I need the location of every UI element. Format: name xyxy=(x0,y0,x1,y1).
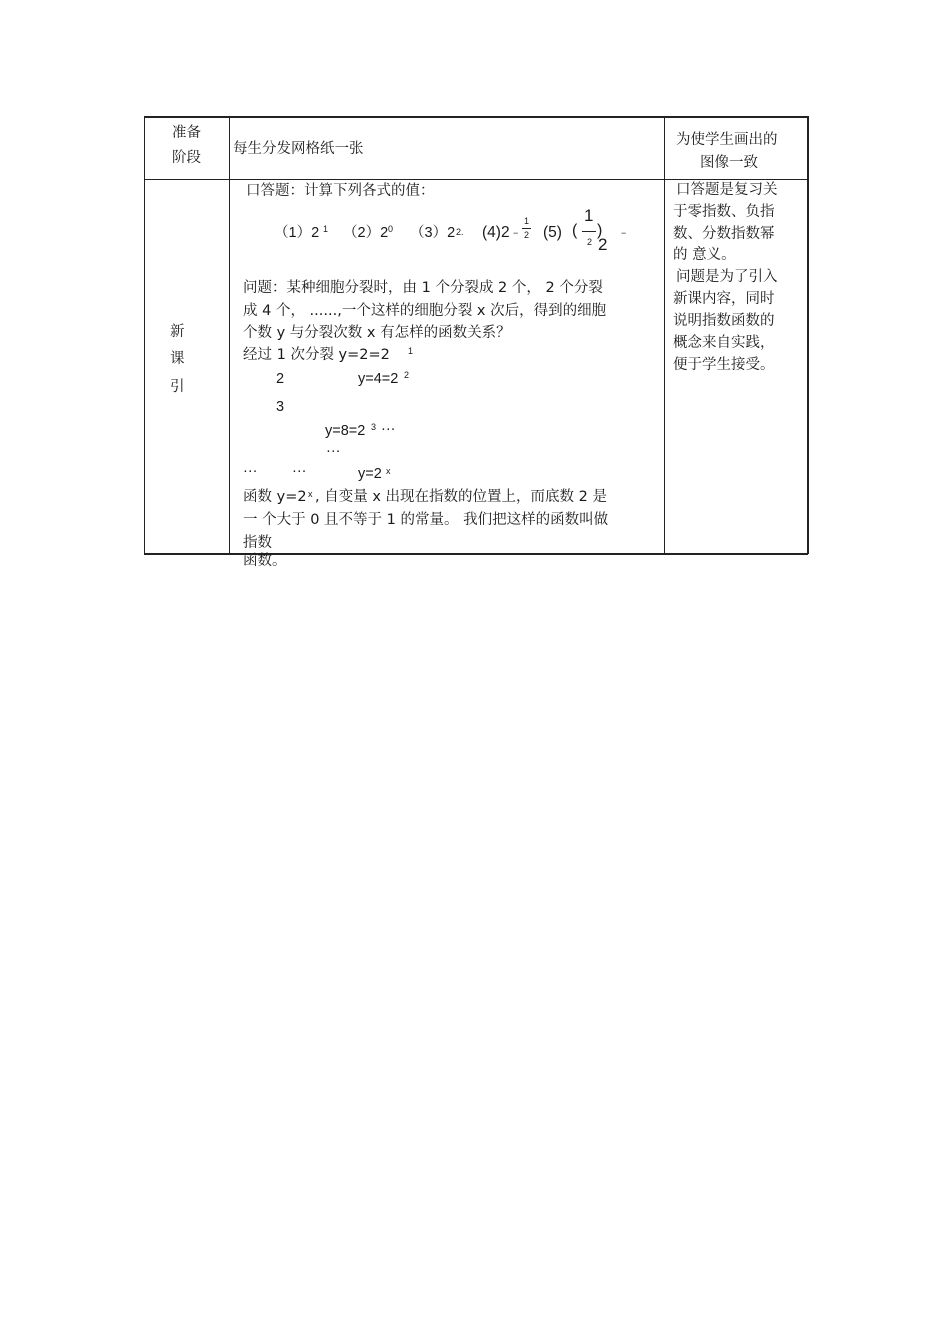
note-line-4: 的 意义。 xyxy=(673,247,736,263)
division-line-2-equation: y=4=2 xyxy=(358,371,399,387)
oral-item-3-exponent: 2. xyxy=(456,227,464,237)
division-line-2-exponent: 2 xyxy=(404,370,410,380)
division-line-6-equation: y=2 xyxy=(358,466,382,482)
stage-new-char-1: 新 xyxy=(170,324,185,340)
oral-item-5-minus: − xyxy=(621,228,627,238)
division-line-1: 经过 1 次分裂 y=2=2 xyxy=(243,347,390,363)
division-line-2-count: 2 xyxy=(276,371,285,387)
oral-item-4: (4)2 xyxy=(482,224,510,241)
note-line-7: 说明指数函数的 xyxy=(673,313,775,329)
note-line-8: 概念来自实践， xyxy=(673,335,775,351)
table-col-divider-2 xyxy=(664,116,665,554)
conclusion-line-1a: 函数 y=2 xyxy=(243,489,307,505)
division-line-1-exponent: 1 xyxy=(408,346,414,356)
division-line-5-ellipsis: ··· xyxy=(326,443,341,459)
oral-item-5: (5) xyxy=(543,224,562,241)
table-left-border xyxy=(144,116,145,554)
division-line-4-equation: y=8=2 xyxy=(325,423,366,439)
conclusion-line-4: 函数。 xyxy=(243,553,287,569)
prep-note-line-2: 图像一致 xyxy=(700,155,758,171)
conclusion-line-1-exponent: x xyxy=(308,489,313,499)
division-line-3-count: 3 xyxy=(276,399,285,415)
oral-item-4-fraction-bar xyxy=(522,228,531,229)
table-right-border xyxy=(807,116,809,554)
prep-content: 每生分发网格纸一张 xyxy=(233,141,364,157)
question-line-1: 问题：某种细胞分裂时，由 1 个分裂成 2 个， 2 个分裂 xyxy=(243,280,603,296)
division-line-6-ellipsis-b: ··· xyxy=(292,463,307,479)
table-row-divider xyxy=(144,179,808,180)
oral-item-5-big-two: 2 xyxy=(598,235,608,254)
prep-note-line-1: 为使学生画出的 xyxy=(676,132,778,148)
oral-item-5-open-paren: ( xyxy=(572,222,578,239)
oral-item-3: （3）2 xyxy=(410,225,456,241)
conclusion-line-2: 一 个大于 0 且不等于 1 的常量。 我们把这样的函数叫做 xyxy=(243,512,609,528)
division-line-4-exponent: 3 xyxy=(371,422,377,432)
note-line-6: 新课内容，同时 xyxy=(673,291,775,307)
oral-item-5-fraction-bar xyxy=(582,231,596,232)
oral-question-title: 口答题：计算下列各式的值： xyxy=(246,183,435,199)
division-line-6-exponent: x xyxy=(386,466,391,476)
oral-item-4-denominator: 2 xyxy=(524,230,530,240)
stage-label-line-2: 阶段 xyxy=(172,150,201,166)
stage-label-line-1: 准备 xyxy=(172,125,201,141)
oral-item-5-numerator: 1 xyxy=(584,206,594,225)
note-line-3: 数、分数指数幂 xyxy=(673,226,775,242)
conclusion-line-3: 指数 xyxy=(243,535,272,551)
conclusion-line-1b: , 自变量 x 出现在指数的位置上，而底数 2 是 xyxy=(315,489,607,505)
division-line-4-ellipsis: ··· xyxy=(381,421,396,437)
oral-item-2: （2）2 xyxy=(343,225,389,241)
note-line-5: 问题是为了引入 xyxy=(676,269,778,285)
note-line-9: 便于学生接受。 xyxy=(673,357,775,373)
oral-item-1: （1）2 xyxy=(274,225,320,241)
question-line-3: 个数 y 与分裂次数 x 有怎样的函数关系？ xyxy=(243,325,511,341)
oral-item-4-minus: − xyxy=(513,228,519,238)
note-line-1: 口答题是复习关 xyxy=(676,182,778,198)
note-line-2: 于零指数、负指 xyxy=(673,204,775,220)
oral-item-4-numerator: 1 xyxy=(524,216,530,226)
oral-item-5-small-denominator: 2 xyxy=(587,237,593,247)
oral-item-2-exponent: 0 xyxy=(388,224,394,234)
oral-item-1-exponent: 1 xyxy=(323,224,329,234)
table-top-border xyxy=(144,116,808,118)
stage-new-char-3: 引 xyxy=(170,379,185,395)
question-line-2: 成 4 个， ......,一个这样的细胞分裂 x 次后，得到的细胞 xyxy=(243,303,607,319)
oral-item-5-close-paren: ) xyxy=(597,222,603,239)
stage-new-char-2: 课 xyxy=(170,351,185,367)
division-line-6-ellipsis-a: ··· xyxy=(243,463,258,479)
table-col-divider-1 xyxy=(229,116,230,554)
